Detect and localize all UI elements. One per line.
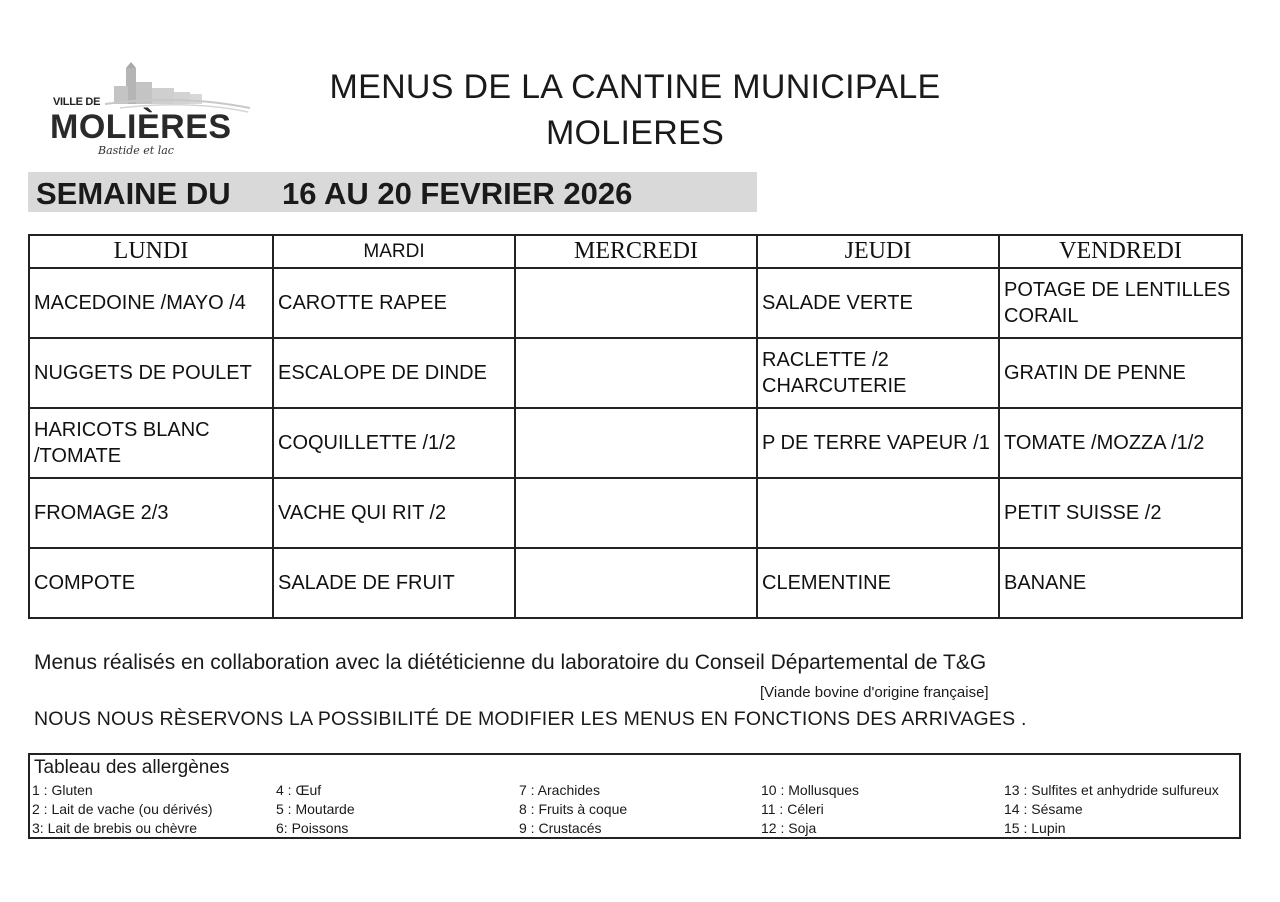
menu-cell: MACEDOINE /MAYO /4 <box>29 268 273 338</box>
beef-origin-note: [Viande bovine d'origine française] <box>760 684 989 701</box>
menu-row-starter <box>29 268 1242 338</box>
day-header-vendredi: VENDREDI <box>999 235 1242 268</box>
page-subtitle: MOLIERES <box>545 114 725 152</box>
town-logo <box>50 60 255 165</box>
menu-cell <box>515 338 757 408</box>
allergen-item: 13 : Sulfites et anhydride sulfureux <box>1004 782 1219 798</box>
week-label: SEMAINE DU <box>36 176 231 211</box>
menu-cell: CLEMENTINE <box>757 548 999 618</box>
allergen-item: 4 : Œuf <box>276 782 322 798</box>
menu-row-main <box>29 338 1242 408</box>
logo-small-text: VILLE DE <box>53 96 101 108</box>
menu-cell: VACHE QUI RIT /2 <box>273 478 515 548</box>
allergen-item: 2 : Lait de vache (ou dérivés) <box>32 801 213 817</box>
menu-cell: PETIT SUISSE /2 <box>999 478 1242 548</box>
menu-row-side <box>29 408 1242 478</box>
menu-cell: GRATIN DE PENNE <box>999 338 1242 408</box>
allergen-title: Tableau des allergènes <box>34 757 230 778</box>
logo-tagline: Bastide et lac <box>98 144 174 157</box>
allergen-item: 6: Poissons <box>276 820 349 836</box>
menu-cell: FROMAGE 2/3 <box>29 478 273 548</box>
menu-cell: NUGGETS DE POULET <box>29 338 273 408</box>
menu-cell <box>757 478 999 548</box>
page-title: MENUS DE LA CANTINE MUNICIPALE <box>329 68 941 106</box>
allergen-item: 1 : Gluten <box>32 782 93 798</box>
menu-cell: COQUILLETTE /1/2 <box>273 408 515 478</box>
menu-cell <box>515 408 757 478</box>
menu-cell: HARICOTS BLANC /TOMATE <box>29 408 273 478</box>
menu-cell: BANANE <box>999 548 1242 618</box>
menu-cell <box>515 478 757 548</box>
allergen-table <box>28 753 1241 839</box>
menu-cell: SALADE DE FRUIT <box>273 548 515 618</box>
menu-cell: RACLETTE /2 CHARCUTERIE <box>757 338 999 408</box>
logo-town-name: MOLIÈRES <box>50 108 232 146</box>
menu-cell <box>515 268 757 338</box>
menu-cell: SALADE VERTE <box>757 268 999 338</box>
day-header-mardi: MARDI <box>273 235 515 268</box>
menu-cell: P DE TERRE VAPEUR /1 <box>757 408 999 478</box>
week-dates: 16 AU 20 FEVRIER 2026 <box>282 176 633 211</box>
allergen-item: 8 : Fruits à coque <box>519 801 628 817</box>
allergen-item: 10 : Mollusques <box>761 782 860 798</box>
day-header-lundi: LUNDI <box>29 235 273 268</box>
menu-cell: TOMATE /MOZZA /1/2 <box>999 408 1242 478</box>
menu-cell: CAROTTE RAPEE <box>273 268 515 338</box>
allergen-item: 5 : Moutarde <box>276 801 355 817</box>
menu-table <box>28 234 1243 619</box>
disclaimer-note: NOUS NOUS RÈSERVONS LA POSSIBILITÉ DE MODIFIER LES MENUS EN FONCTIONS DES ARRIVAGES . <box>34 708 1027 730</box>
menu-cell: ESCALOPE DE DINDE <box>273 338 515 408</box>
menu-cell <box>515 548 757 618</box>
allergen-item: 3: Lait de brebis ou chèvre <box>32 820 197 836</box>
allergen-item: 12 : Soja <box>761 820 817 836</box>
allergen-item: 9 : Crustacés <box>519 820 602 836</box>
day-header-jeudi: JEUDI <box>757 235 999 268</box>
menu-cell: POTAGE DE LENTILLES CORAIL <box>999 268 1242 338</box>
day-header-mercredi: MERCREDI <box>515 235 757 268</box>
allergen-item: 7 : Arachides <box>519 782 600 798</box>
allergen-item: 15 : Lupin <box>1004 820 1066 836</box>
menu-cell: COMPOTE <box>29 548 273 618</box>
menu-header-row <box>29 235 1242 268</box>
menu-row-dessert <box>29 548 1242 618</box>
allergen-item: 11 : Céleri <box>761 801 824 817</box>
allergen-item: 14 : Sésame <box>1004 801 1083 817</box>
collaboration-note: Menus réalisés en collaboration avec la diététicienne du laboratoire du Conseil Départemental de T&G <box>34 651 987 674</box>
menu-row-dairy <box>29 478 1242 548</box>
